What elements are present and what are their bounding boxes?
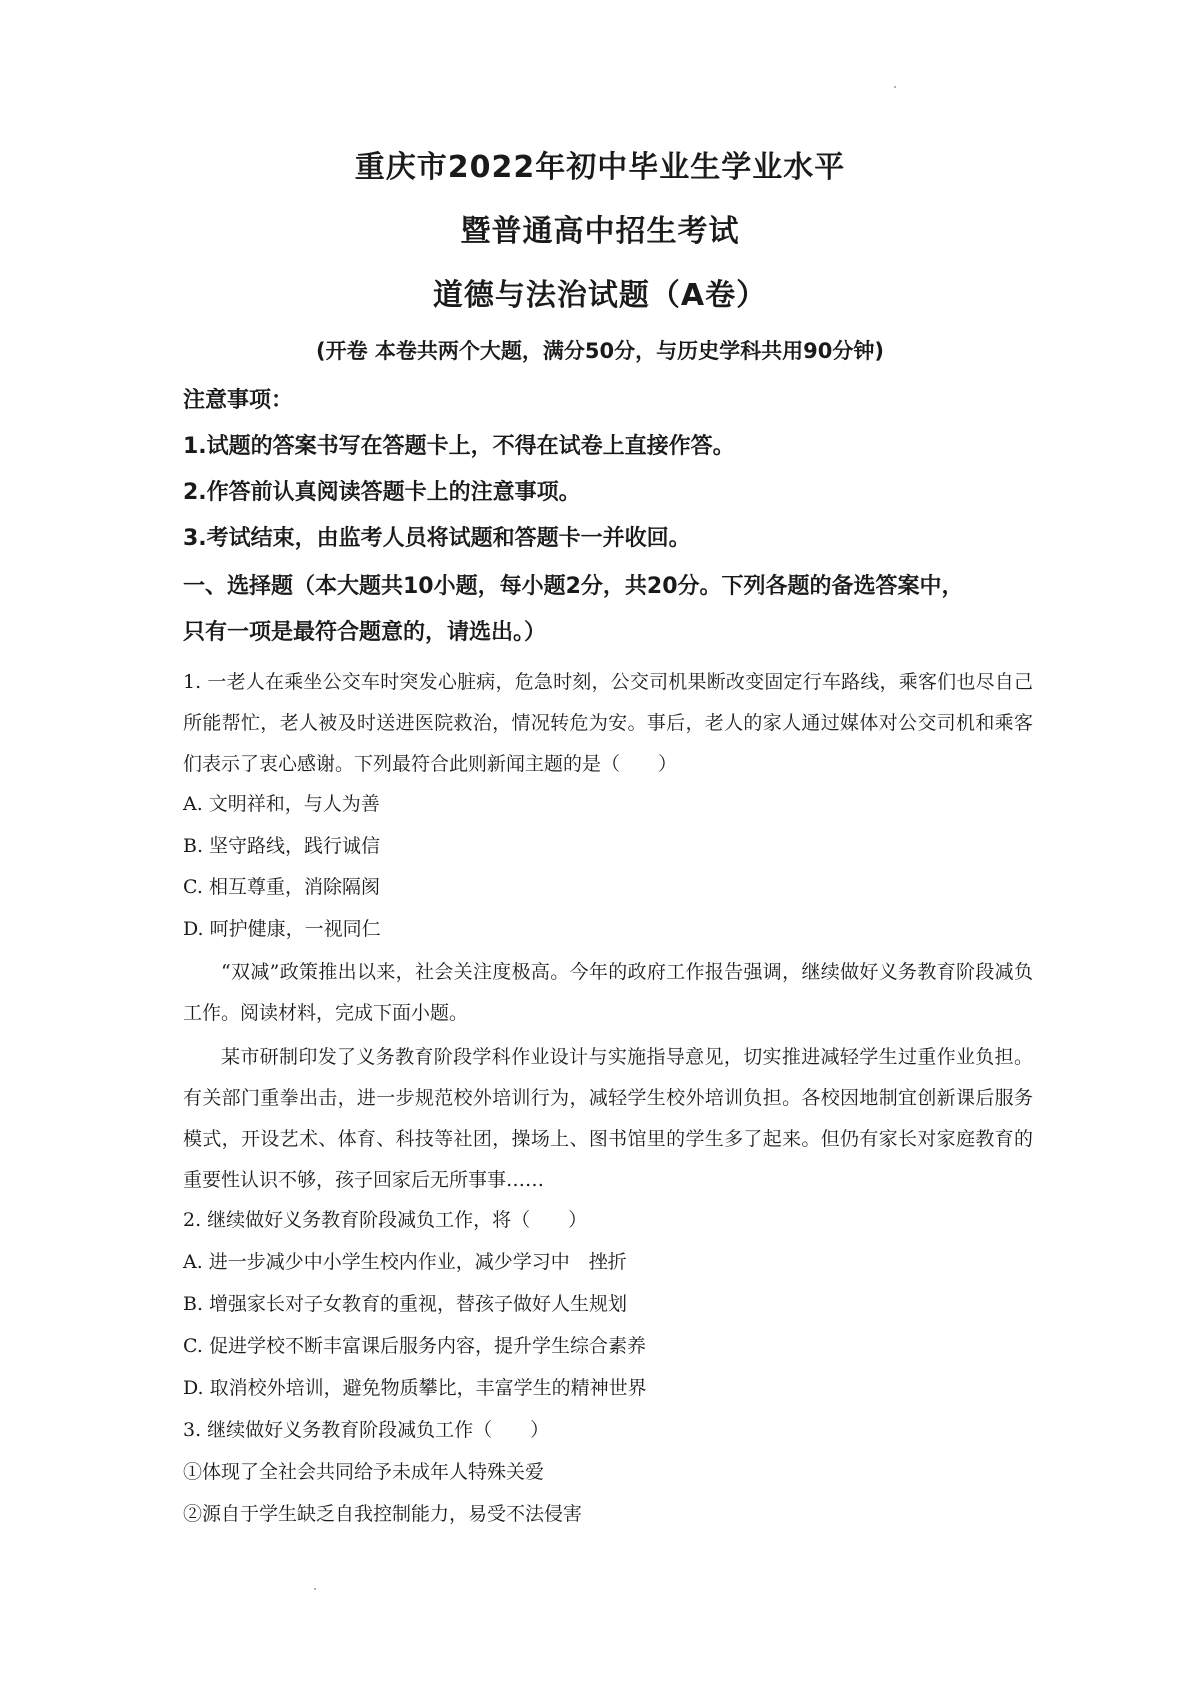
material-body: 某市研制印发了义务教育阶段学科作业设计与实施指导意见，切实推进减轻学生过重作业负担。有关部门重拳出击，进一步规范校外培训行为，减轻学生校外培训负担。各校因地制宜创新课后服务模式，开设艺术、体育、科技等社团，操场上、图书馆里的学生多了起来。但仍有家长对家庭教育的重要性认识不够，孩子回家后无所事事…… [183,1046,1033,1191]
scan-speck [314,1588,316,1590]
q1-option-c: C. 相互尊重，消除隔阂 [183,876,380,898]
q3-option-2: ②源自于学生缺乏自我控制能力，易受不法侵害 [183,1503,583,1525]
notice-heading: 注意事项： [183,388,294,413]
q1-option-d: D. 呵护健康，一视同仁 [183,918,381,940]
section1-heading-line1: 一、选择题（本大题共10小题，每小题2分，共20分。下列各题的备选答案中， [183,574,964,599]
material-intro: “双减”政策推出以来，社会关注度极高。今年的政府工作报告强调，继续做好义务教育阶段减负工作。阅读材料，完成下面小题。 [183,961,1033,1024]
q2-option-d: D. 取消校外培训，避免物质攀比，丰富学生的精神世界 [183,1377,647,1399]
notice-item-1: 1.试题的答案书写在答题卡上，不得在试卷上直接作答。 [183,434,735,459]
q1-option-b: B. 坚守路线，践行诚信 [183,835,381,857]
notice-item-3: 3.考试结束，由监考人员将试题和答题卡一并收回。 [183,526,691,551]
scan-speck [894,86,896,88]
notice-item-2: 2.作答前认真阅读答题卡上的注意事项。 [183,480,581,505]
q2-option-b: B. 增强家长对子女教育的重视，替孩子做好人生规划 [183,1293,628,1315]
q3-stem: 3. 继续做好义务教育阶段减负工作（ ） [183,1419,550,1441]
q1-option-a: A. 文明祥和，与人为善 [183,793,380,815]
q1-stem: 1. 一老人在乘坐公交车时突发心脏病，危急时刻，公交司机果断改变固定行车路线，乘客们也尽自己所能帮忙，老人被及时送进医院救治，情况转危为安。事后，老人的家人通过媒体对公交司机和乘客们表示了衷心感谢。下列最符合此则新闻主题的是（ ） [183,671,1033,775]
q2-option-c: C. 促进学校不断丰富课后服务内容，提升学生综合素养 [183,1335,646,1357]
q3-option-1: ①体现了全社会共同给予未成年人特殊关爱 [183,1461,545,1483]
exam-title-line3: 道德与法治试题（A卷） [432,278,768,313]
section1-heading-line2: 只有一项是最符合题意的，请选出。） [183,620,547,645]
exam-note: (开卷 本卷共两个大题，满分50分，与历史学科共用90分钟) [316,339,884,363]
q2-stem: 2. 继续做好义务教育阶段减负工作，将（ ） [183,1209,588,1231]
exam-title-line1: 重庆市2022年初中毕业生学业水平 [354,150,846,185]
q2-option-a: A. 进一步减少中小学生校内作业，减少学习中 挫折 [183,1251,627,1273]
exam-title-line2: 暨普通高中招生考试 [460,214,740,249]
